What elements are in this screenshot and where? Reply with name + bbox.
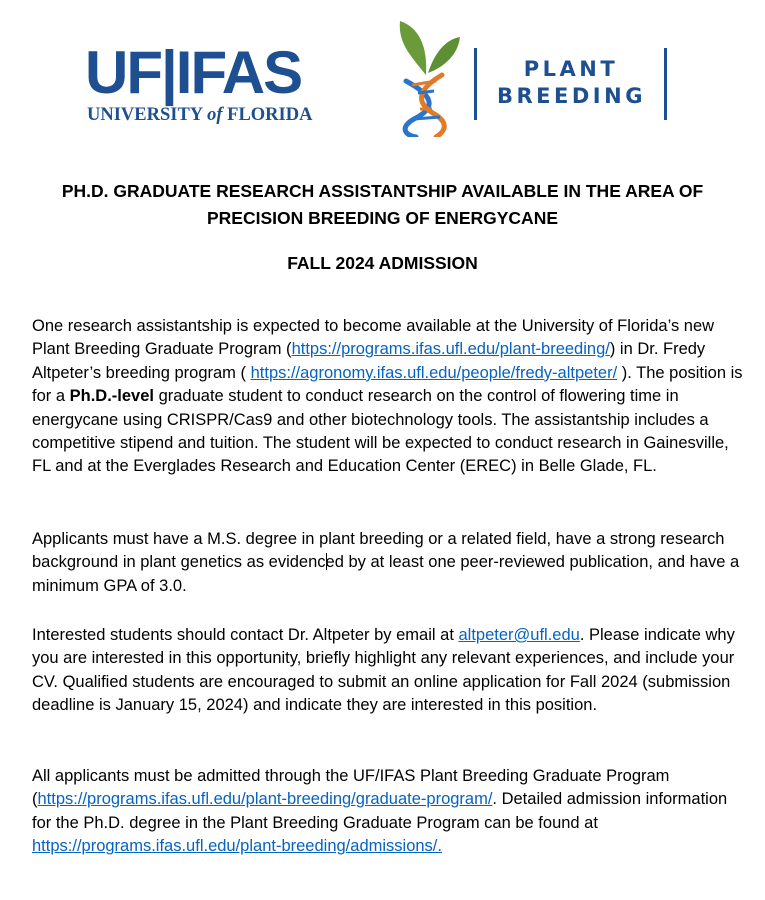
plant-breeding-line2: BREEDING: [497, 84, 646, 108]
admission-heading: FALL 2024 ADMISSION: [287, 253, 478, 273]
graduate-program-link[interactable]: https://programs.ifas.ufl.edu/plant-breeding/graduate-program/: [37, 790, 493, 809]
document-header: [0, 0, 765, 150]
plant-breeding-wordmark: [497, 56, 645, 110]
title-line-1: PH.D. GRADUATE RESEARCH ASSISTANTSHIP AVAILABLE IN THE AREA OF: [61, 181, 704, 201]
dna-plant-icon: [392, 15, 462, 137]
altpeter-email-link[interactable]: altpeter@ufl.edu: [458, 626, 580, 644]
altpeter-profile-link[interactable]: https://agronomy.ifas.ufl.edu/people/fredy-altpeter/: [250, 363, 618, 382]
phd-level-emphasis: Ph.D.-level: [69, 387, 154, 406]
uf-ifas-logo: [85, 39, 350, 132]
admissions-link[interactable]: https://programs.ifas.ufl.edu/plant-breeding/admissions/.: [32, 837, 442, 856]
title-line-2: PRECISION BREEDING OF ENERGYCANE: [206, 208, 559, 228]
paragraph-admission: All applicants must be admitted through the UF/IFAS Plant Breeding Graduate Program (https://programs.ifas.ufl.edu/plant-breeding/graduate-program/. Detailed admission information for the Ph.D. degree in the Plant Breeding Graduate Program can be found at https://programs.ifas.ufl.edu/plant-breeding/admissions/.: [32, 767, 728, 856]
document-title: [40, 178, 725, 232]
paragraph-contact: Interested students should contact Dr. Altpeter by email at altpeter@ufl.edu. Please indicate why you are interested in this opportunity, briefly highlight any relevant experiences, and include your CV. Qualified students are encouraged to submit an online application for Fall 2024 (submission deadline is January 15, 2024) and indicate they are interested in this position.: [32, 626, 735, 715]
paragraph-requirements: Applicants must have a M.S. degree in plant breeding or a related field, have a strong research background in plant genetics as evidenced by at least one peer-reviewed publication, and have a minimum GPA of 3.0.: [32, 530, 740, 595]
plant-breeding-program-link[interactable]: https://programs.ifas.ufl.edu/plant-breeding/: [291, 340, 610, 359]
logo-divider-left: [474, 48, 477, 120]
uf-ifas-wordmark: UF|IFAS: [85, 39, 302, 106]
plant-breeding-line1: PLANT: [523, 57, 619, 81]
paragraph-overview: One research assistantship is expected to become available at the University of Florida’s new Plant Breeding Graduate Program (https://programs.ifas.ufl.edu/plant-breeding/) in Dr. Fredy Altpeter’s breeding program ( https://agronomy.ifas.ufl.edu/people/fredy-altpeter/ ). The position is for a Ph.D.-level graduate student to conduct research on the control of flowering time in energycane using CRISPR/Cas9 and other biotechnology tools. The assistantship includes a competitive stipend and tuition. The student will be expected to conduct research in Gainesville, FL and at the Everglades Research and Education Center (EREC) in Belle Glade, FL.: [32, 317, 743, 476]
university-of-florida-wordmark: UNIVERSITY of FLORIDA: [87, 105, 313, 125]
logo-divider-right: [664, 48, 667, 120]
